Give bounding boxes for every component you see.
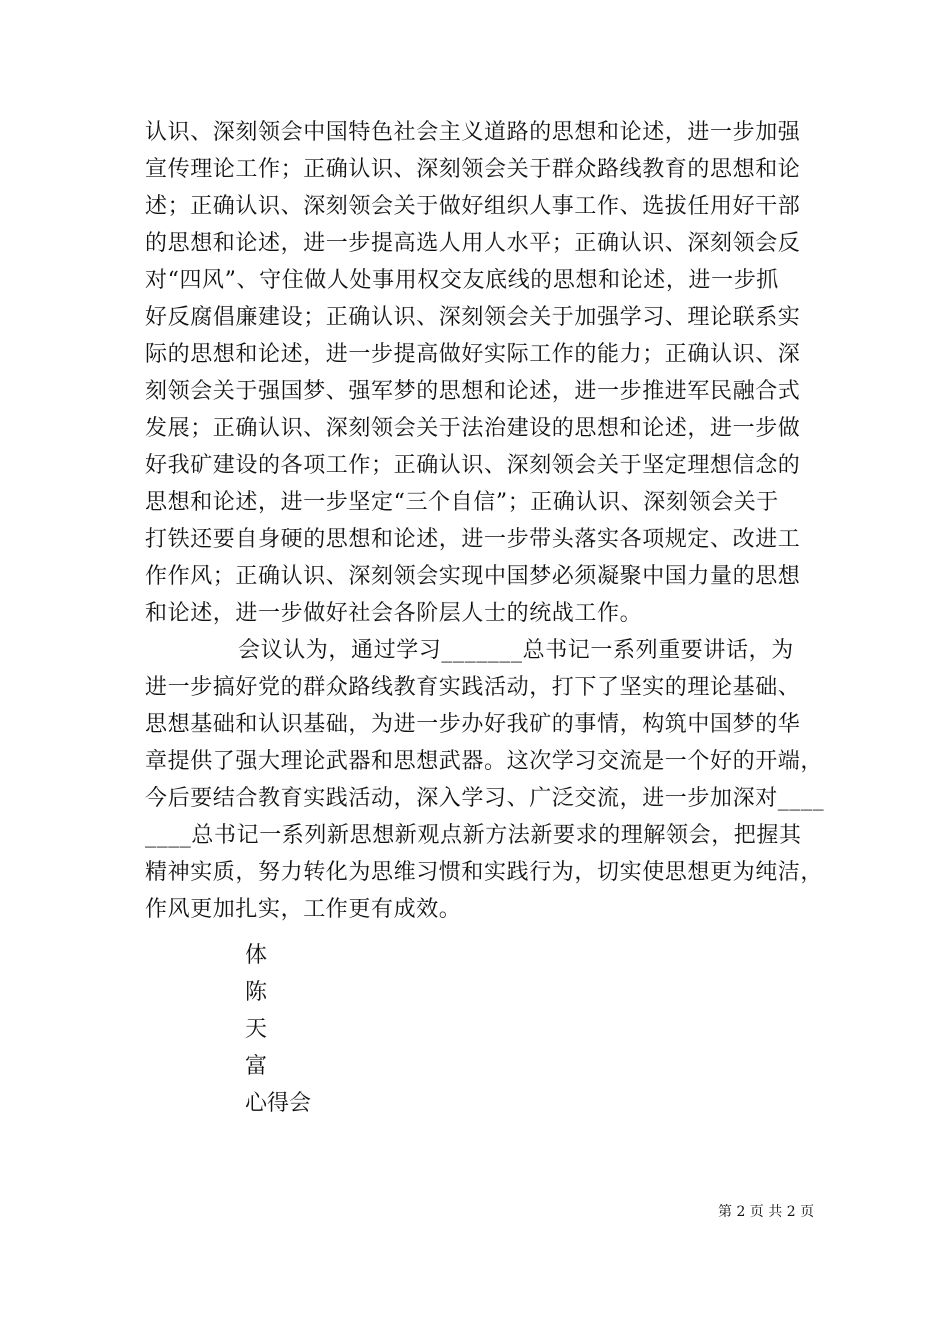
- text-line: 作风更加扎实，工作更有成效。: [145, 897, 462, 922]
- vertical-text-block: [245, 937, 311, 1122]
- text-line: 作作风；正确认识、深刻领会实现中国梦必须凝聚中国力量的思想: [145, 564, 801, 589]
- vertical-text-line: 心得会: [245, 1091, 312, 1116]
- text-line: 对“四风”、守住做人处事用权交友底线的思想和论述，进一步抓: [145, 268, 779, 293]
- text-line: 进一步搞好党的群众路线教育实践活动，打下了坚实的理论基础、: [145, 675, 801, 700]
- text-line: 好我矿建设的各项工作；正确认识、深刻领会关于坚定理想信念的: [145, 453, 801, 478]
- text-line: 认识、深刻领会中国特色社会主义道路的思想和论述，进一步加强: [145, 120, 801, 145]
- text-line: 和论述，进一步做好社会各阶层人士的统战工作。: [145, 601, 643, 626]
- text-line: 打铁还要自身硬的思想和论述，进一步带头落实各项规定、改进工: [145, 527, 801, 552]
- text-line: 今后要结合教育实践活动，深入学习、广泛交流，进一步加深对____: [145, 786, 825, 811]
- text-line: 好反腐倡廉建设；正确认识、深刻领会关于加强学习、理论联系实: [145, 305, 801, 330]
- text-line: 发展；正确认识、深刻领会关于法治建设的思想和论述，进一步做: [145, 416, 801, 441]
- text-line: 刻领会关于强国梦、强军梦的思想和论述，进一步推进军民融合式: [145, 379, 801, 404]
- vertical-text-line: 富: [245, 1054, 268, 1079]
- text-line: 宣传理论工作；正确认识、深刻领会关于群众路线教育的思想和论: [145, 157, 801, 182]
- vertical-text-line: 体: [245, 943, 268, 968]
- vertical-text-line: 陈: [245, 980, 268, 1005]
- document-body: [145, 114, 825, 928]
- text-line: 章提供了强大理论武器和思想武器。这次学习交流是一个好的开端，: [145, 749, 824, 774]
- vertical-text-line: 天: [245, 1017, 268, 1042]
- text-line: 思想基础和认识基础，为进一步办好我矿的事情，构筑中国梦的华: [145, 712, 801, 737]
- paragraph-2: [145, 632, 825, 928]
- text-line: ____总书记一系列新思想新观点新方法新要求的理解领会，把握其: [145, 823, 802, 848]
- text-line: 精神实质，努力转化为思维习惯和实践行为，切实使思想更为纯洁，: [145, 860, 824, 885]
- text-line: 际的思想和论述，进一步提高做好实际工作的能力；正确认识、深: [145, 342, 801, 367]
- text-line: 的思想和论述，进一步提高选人用人水平；正确认识、深刻领会反: [145, 231, 801, 256]
- text-line: 述；正确认识、深刻领会关于做好组织人事工作、选拔任用好干部: [145, 194, 801, 219]
- text-line: 思想和论述，进一步坚定“三个自信”；正确认识、深刻领会关于: [145, 490, 779, 515]
- text-line: 会议认为，通过学习_______总书记一系列重要讲话，为: [238, 638, 794, 663]
- paragraph-1: [145, 114, 805, 632]
- page-number-footer: 第 2 页 共 2 页: [718, 1204, 815, 1220]
